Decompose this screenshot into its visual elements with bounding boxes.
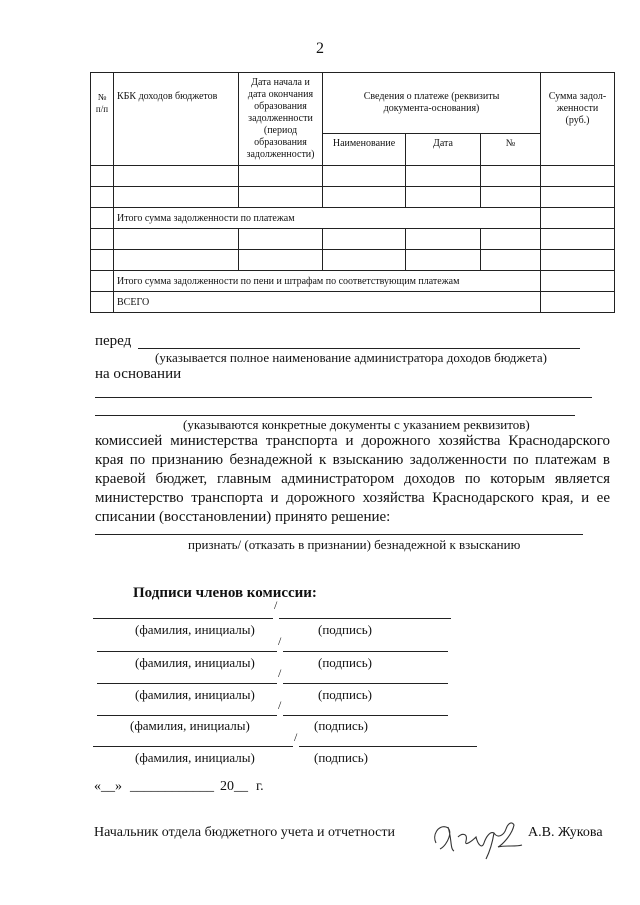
- footer-position: Начальник отдела бюджетного учета и отчетности: [94, 825, 396, 840]
- decision-paragraph: комиссией министерства транспорта и дорожного хозяйства Краснодарского края по признанию безнадежной к взысканию задолженности по платежам в краевой бюджет, главным администратором доходов по которым является министерство транспорта и дорожного хозяйства Краснодарского края, и ее списании (восстановлении) принято решение:: [95, 433, 610, 525]
- table-cell[interactable]: [323, 250, 406, 271]
- member-signature-line[interactable]: [283, 639, 448, 652]
- table-cell[interactable]: [481, 187, 541, 208]
- table-cell[interactable]: [91, 166, 114, 187]
- name-caption: (фамилия, инициалы): [135, 655, 255, 670]
- table-row: [91, 187, 615, 208]
- name-caption: (фамилия, инициалы): [135, 687, 255, 702]
- debt-table: [90, 72, 615, 313]
- basis-label: на основании: [95, 366, 182, 382]
- table-cell[interactable]: [91, 187, 114, 208]
- name-caption: (фамилия, инициалы): [135, 750, 255, 765]
- member-name-line[interactable]: [97, 639, 277, 652]
- header-number: №: [481, 134, 541, 166]
- member-name-line[interactable]: [93, 606, 273, 619]
- subtotal-penalties-label: Итого сумма задолженности по пени и штрафам по соответствующим платежам: [114, 271, 541, 292]
- table-cell[interactable]: [114, 187, 239, 208]
- table-cell[interactable]: [406, 187, 481, 208]
- table-cell[interactable]: [406, 250, 481, 271]
- page-number: 2: [316, 40, 324, 57]
- before-label: перед: [95, 333, 132, 349]
- table-cell[interactable]: [114, 229, 239, 250]
- date-year[interactable]: 20__: [220, 779, 248, 794]
- before-input-line[interactable]: [138, 336, 580, 349]
- table-cell[interactable]: [481, 229, 541, 250]
- header-sum: Сумма задол-женности (руб.): [541, 73, 615, 166]
- signatures-title: Подписи членов комиссии:: [133, 585, 317, 601]
- table-cell[interactable]: [91, 229, 114, 250]
- separator: /: [278, 698, 282, 712]
- table-cell[interactable]: [541, 187, 615, 208]
- table-row: [91, 229, 615, 250]
- table-cell[interactable]: [323, 229, 406, 250]
- header-kbk: КБК доходов бюджетов: [114, 73, 239, 166]
- table-cell[interactable]: [541, 250, 615, 271]
- table-row: [91, 250, 615, 271]
- separator: /: [294, 730, 298, 744]
- table-cell[interactable]: [114, 166, 239, 187]
- subtotal-payments-label: Итого сумма задолженности по платежам: [114, 208, 541, 229]
- table-cell[interactable]: [406, 229, 481, 250]
- sign-caption: (подпись): [318, 655, 372, 670]
- table-cell[interactable]: [481, 250, 541, 271]
- member-signature-line[interactable]: [299, 734, 477, 747]
- table-cell[interactable]: [91, 250, 114, 271]
- total-value[interactable]: [541, 292, 615, 313]
- basis-input-line-2[interactable]: [95, 403, 575, 416]
- decision-input-line[interactable]: [95, 522, 583, 535]
- table-cell[interactable]: [406, 166, 481, 187]
- sign-caption: (подпись): [318, 687, 372, 702]
- table-cell[interactable]: [239, 166, 323, 187]
- header-date: Дата: [406, 134, 481, 166]
- subtotal-penalties-value[interactable]: [541, 271, 615, 292]
- member-signature-line[interactable]: [283, 703, 448, 716]
- table-cell[interactable]: [114, 250, 239, 271]
- separator: /: [274, 598, 278, 612]
- header-payment-info: Сведения о платеже (реквизиты документа-основания): [323, 73, 541, 134]
- table-cell[interactable]: [239, 250, 323, 271]
- table-cell[interactable]: [239, 187, 323, 208]
- member-name-line[interactable]: [97, 703, 277, 716]
- name-caption: (фамилия, инициалы): [130, 718, 250, 733]
- table-row: [91, 166, 615, 187]
- table-cell[interactable]: [239, 229, 323, 250]
- date-month[interactable]: ____________: [130, 779, 214, 794]
- header-name: Наименование: [323, 134, 406, 166]
- separator: /: [278, 634, 282, 648]
- table-cell[interactable]: [481, 166, 541, 187]
- handwritten-signature-icon: [428, 815, 528, 860]
- header-num: № п/п: [91, 73, 114, 166]
- table-cell[interactable]: [323, 166, 406, 187]
- sign-caption: (подпись): [314, 718, 368, 733]
- subtotal-payments-value[interactable]: [541, 208, 615, 229]
- name-caption: (фамилия, инициалы): [135, 622, 255, 637]
- header-period: Дата начала и дата окончания образования задолженности (период образования задолженности): [239, 73, 323, 166]
- member-name-line[interactable]: [93, 734, 293, 747]
- total-label: ВСЕГО: [114, 292, 541, 313]
- date-day[interactable]: «__»: [94, 779, 122, 794]
- table-cell[interactable]: [323, 187, 406, 208]
- member-name-line[interactable]: [97, 671, 277, 684]
- date-suffix: г.: [256, 779, 264, 794]
- sign-caption: (подпись): [314, 750, 368, 765]
- table-cell[interactable]: [541, 166, 615, 187]
- table-cell[interactable]: [541, 229, 615, 250]
- separator: /: [278, 666, 282, 680]
- member-signature-line[interactable]: [283, 671, 448, 684]
- decision-caption: признать/ (отказать в признании) безнадежной к взысканию: [188, 537, 521, 552]
- basis-input-line-1[interactable]: [95, 385, 592, 398]
- sign-caption: (подпись): [318, 622, 372, 637]
- subtotal-penalties-row: [91, 271, 615, 292]
- member-signature-line[interactable]: [279, 606, 451, 619]
- before-caption: (указывается полное наименование администратора доходов бюджета): [155, 350, 547, 365]
- subtotal-payments-row: [91, 208, 615, 229]
- total-row: [91, 292, 615, 313]
- basis-caption: (указываются конкретные документы с указанием реквизитов): [183, 417, 530, 432]
- footer-name: А.В. Жукова: [528, 825, 603, 840]
